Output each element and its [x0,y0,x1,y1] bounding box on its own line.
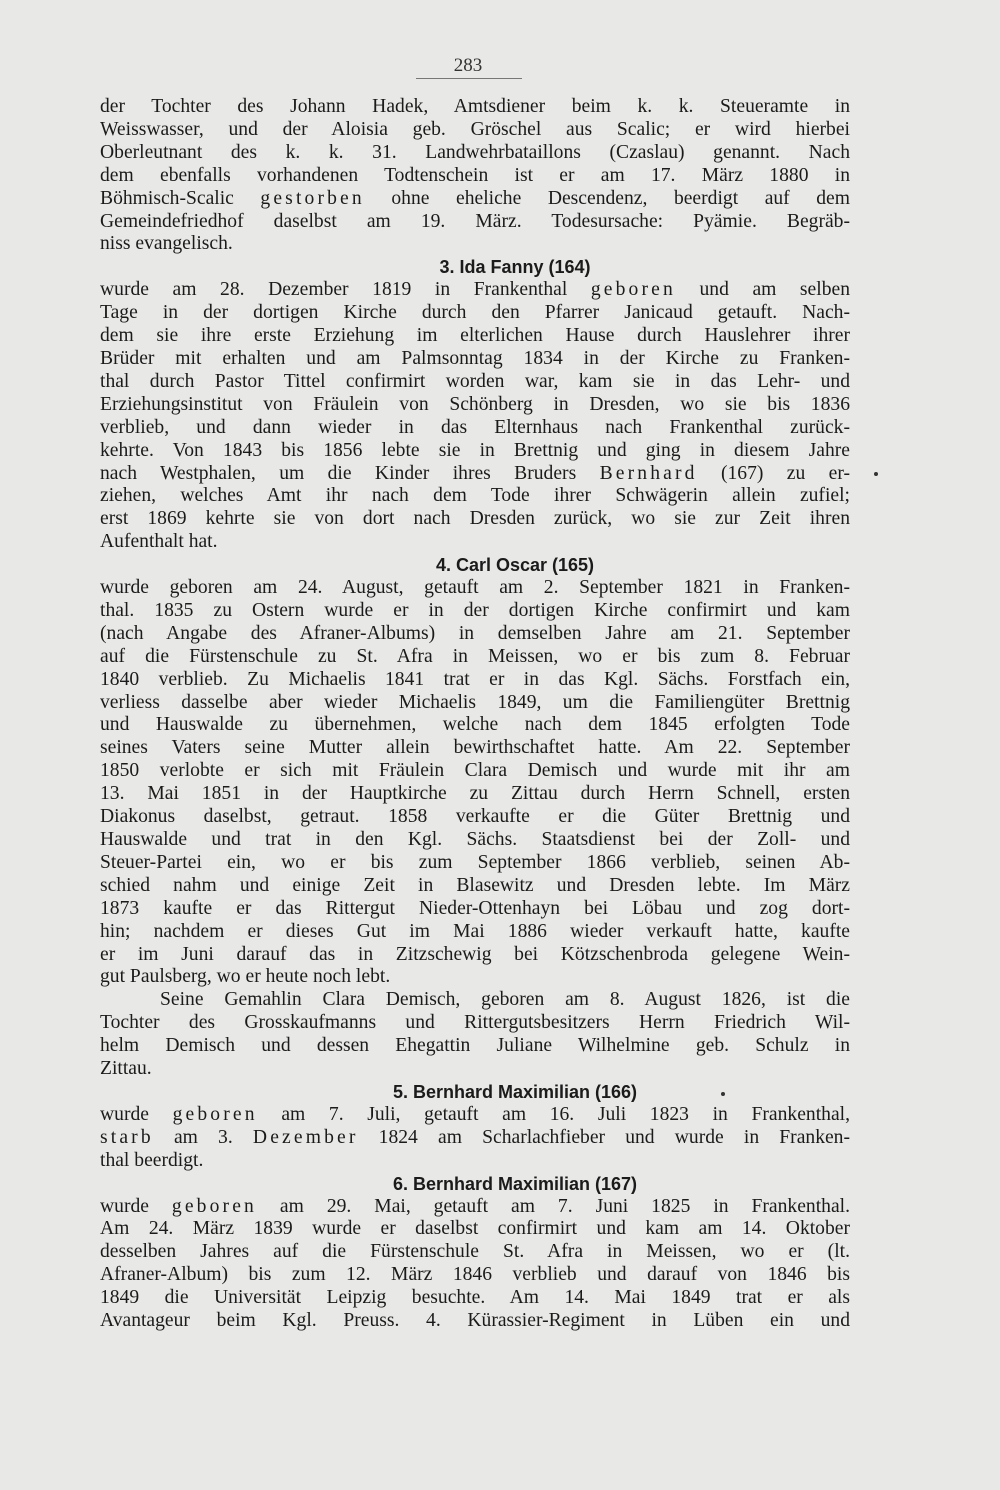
text-run: dem ebenfalls vorhandenen Todtenschein ist er am 17. März 1880 in [100,164,850,186]
text-line [100,119,850,142]
text-run: Tochter des Grosskaufmanns und Rittergutsbesitzers Herrn Friedrich Wil- [100,1012,850,1034]
text-run: Erziehungsinstitut von Fräulein von Schönberg in Dresden, wo sie bis 1836 [100,393,850,415]
text-run: Oberleutnant des k. k. 31. Landwehrbataillons (Czaslau) genannt. Nach [100,141,850,163]
text-run: Avantageur beim Kgl. Preuss. 4. Kürassier-Regiment in Lüben ein und [100,1310,850,1332]
text-run: ziehen, welches Amt ihr nach dem Tode ihrer Schwägerin allein zufiel; [100,485,850,507]
page-number-rule [416,78,522,79]
text-run: gut Paulsberg, wo er heute noch lebt. [100,966,391,988]
text-run: Afraner-Album) bis zum 12. März 1846 verblieb und darauf von 1846 bis [100,1264,850,1286]
text-run: Hauswalde und trat in den Kgl. Sächs. Staatsdienst bei der Zoll- und [100,829,850,850]
text-line [100,737,850,760]
text-run: wurde am 28. Dezember 1819 in Frankenthal [100,279,591,301]
text-run: schied nahm und einige Zeit in Blasewitz und Dresden lebte. Im März [100,874,850,896]
spaced-emphasis-text: geboren [171,1195,257,1217]
text-line [100,600,850,623]
text-line [100,417,850,440]
text-line [100,1310,850,1333]
text-line [100,96,850,119]
text-line [100,165,850,188]
text-run: Gemeindefriedhof daselbst am 19. März. Todesursache: Pyämie. Begräb- [100,210,850,232]
text-line [100,1196,850,1219]
text-line [100,577,850,600]
text-run: 1840 verblieb. Zu Michaelis 1841 trat er in das Kgl. Sächs. Forstfach ein, [100,668,850,690]
text-run: seines Vaters seine Mutter allein bewirthschaftet hatte. Am 22. September [100,737,850,759]
text-run: Weisswasser, und der Aloisia geb. Gröschel aus Scalic; er wird hierbei [100,118,850,140]
text-line [100,1058,850,1081]
text-line [100,440,850,463]
text-run: desselben Jahres auf die Fürstenschule St. Afra in Meissen, wo er (lt. [100,1241,850,1263]
text-line [100,211,850,234]
body-text [100,96,850,1333]
text-line [100,394,850,417]
text-run: 13. Mai 1851 in der Hauptkirche zu Zittau durch Herrn Schnell, ersten [100,783,850,805]
text-line [100,1012,850,1035]
text-run: Zittau. [100,1058,152,1080]
text-run: Diakonus daselbst, getraut. 1858 verkaufte er die Güter Brettnig und [100,806,850,828]
text-line [100,852,850,875]
spaced-emphasis-text: Bernhard [599,462,698,484]
text-line [100,279,850,302]
text-line [100,623,850,646]
text-run: Steuer-Partei ein, wo er bis zum September 1866 verblieb, seinen Ab- [100,851,850,873]
text-run: 1824 am Scharlachfieber und wurde in Franken- [358,1126,851,1148]
text-run: Seine Gemahlin Clara Demisch, geboren am 8. August 1826, ist die [160,989,850,1011]
text-run: am 7. Juli, getauft am 16. Juli 1823 in Frankenthal, [257,1103,850,1125]
text-run: thal durch Pastor Tittel confirmirt worden war, kam sie in das Lehr- und [100,370,850,392]
text-run: auf die Fürstenschule zu St. Afra in Meissen, wo er bis zum 8. Februar [100,645,850,667]
spaced-emphasis-text: geboren [590,279,676,301]
text-line [100,669,850,692]
text-run: helm Demisch und dessen Ehegattin Juliane Wilhelmine geb. Schulz in [100,1035,850,1057]
text-line [100,1241,850,1264]
text-run: nach Westphalen, um die Kinder ihres Bruders [100,462,600,484]
section-heading: 6. Bernhard Maximilian (167) [392,1173,638,1194]
spaced-emphasis-text: Dezember [252,1126,359,1148]
page-number: 283 [453,55,483,76]
text-run: Tage in der dortigen Kirche durch den Pfarrer Janicaud getauft. Nach- [100,302,850,324]
text-line [100,989,850,1012]
text-run: kehrte. Von 1843 bis 1856 lebte sie in Brettnig und ging in diesem Jahre [100,439,850,461]
text-run: dem sie ihre erste Erziehung im elterlichen Hause durch Hauslehrer ihrer [100,325,850,347]
text-line [100,1150,850,1173]
text-line [100,142,850,165]
text-line [100,806,850,829]
spaced-emphasis-text: starb [100,1126,154,1148]
text-line [100,966,850,989]
text-run: niss evangelisch. [100,233,233,255]
margin-dot-mark [874,472,878,476]
text-line [100,233,850,256]
text-run: verliess dasselbe aber wieder Michaelis 1849, um die Familiengüter Brettnig [100,691,850,713]
spaced-emphasis-text: geboren [172,1103,258,1125]
text-line [100,714,850,737]
text-run: der Tochter des Johann Hadek, Amtsdiener beim k. k. Steueramte in [100,96,850,117]
text-line [100,783,850,806]
section-heading: 5. Bernhard Maximilian (166) [392,1081,638,1102]
text-run: ohne eheliche Descendenz, beerdigt auf dem [364,187,850,209]
text-line [100,1104,850,1127]
text-run: hin; nachdem er dieses Gut im Mai 1886 wieder verkauft hatte, kaufte [100,920,850,942]
text-line [100,1218,850,1241]
text-run: verblieb, und dann wieder in das Elternhaus nach Frankenthal zurück- [100,416,850,438]
text-line [100,1264,850,1287]
text-line [100,302,850,325]
text-line [100,531,850,554]
text-run: wurde [100,1195,172,1217]
text-run: wurde geboren am 24. August, getauft am 2. September 1821 in Franken- [100,577,850,599]
text-line [100,508,850,531]
text-run: er im Juni darauf das in Zitzschewig bei Kötzschenbroda gelegene Wein- [100,943,850,965]
heading-dot-mark [721,1092,725,1096]
text-run: (167) zu er- [697,462,851,484]
text-run: 1873 kaufte er das Rittergut Nieder-Ottenhayn bei Löbau und zog dort- [100,897,850,919]
text-line [100,829,850,852]
spaced-emphasis-text: gestorben [260,187,365,209]
text-run: wurde [100,1103,173,1125]
text-run: thal. 1835 zu Ostern wurde er in der dortigen Kirche confirmirt und kam [100,599,850,621]
text-line [100,898,850,921]
text-line [100,1127,850,1150]
text-run: und Hauswalde zu übernehmen, welche nach dem 1845 erfolgten Tode [100,714,850,736]
section-heading: 3. Ida Fanny (164) [439,257,591,278]
text-line [100,760,850,783]
text-line [100,371,850,394]
text-run: Böhmisch-Scalic [100,187,261,209]
text-line [100,692,850,715]
text-run: am 3. [153,1126,253,1148]
text-run: (nach Angabe des Afraner-Albums) in demselben Jahre am 21. September [100,622,850,644]
text-run: Brüder mit erhalten und am Palmsonntag 1834 in der Kirche zu Franken- [100,347,850,369]
text-run: am 29. Mai, getauft am 7. Juni 1825 in Frankenthal. [256,1195,850,1217]
text-run: 1850 verlobte er sich mit Fräulein Clara Demisch und wurde mit ihr am [100,760,850,782]
text-run: erst 1869 kehrte sie von dort nach Dresden zurück, wo sie zur Zeit ihren [100,508,850,530]
text-line [100,1287,850,1310]
text-run: 1849 die Universität Leipzig besuchte. Am 14. Mai 1849 trat er als [100,1287,850,1309]
text-run: Am 24. März 1839 wurde er daselbst confirmirt und kam am 14. Oktober [100,1218,850,1240]
text-line [100,188,850,211]
text-line [100,325,850,348]
text-run: und am selben [675,279,850,301]
text-line [100,463,850,486]
text-line [100,485,850,508]
section-heading: 4. Carl Oscar (165) [435,555,595,576]
text-line [100,1035,850,1058]
text-line [100,348,850,371]
text-line [100,646,850,669]
text-line [100,921,850,944]
text-run: thal beerdigt. [100,1149,204,1171]
text-run: Aufenthalt hat. [100,531,218,553]
text-line [100,875,850,898]
text-line [100,944,850,967]
